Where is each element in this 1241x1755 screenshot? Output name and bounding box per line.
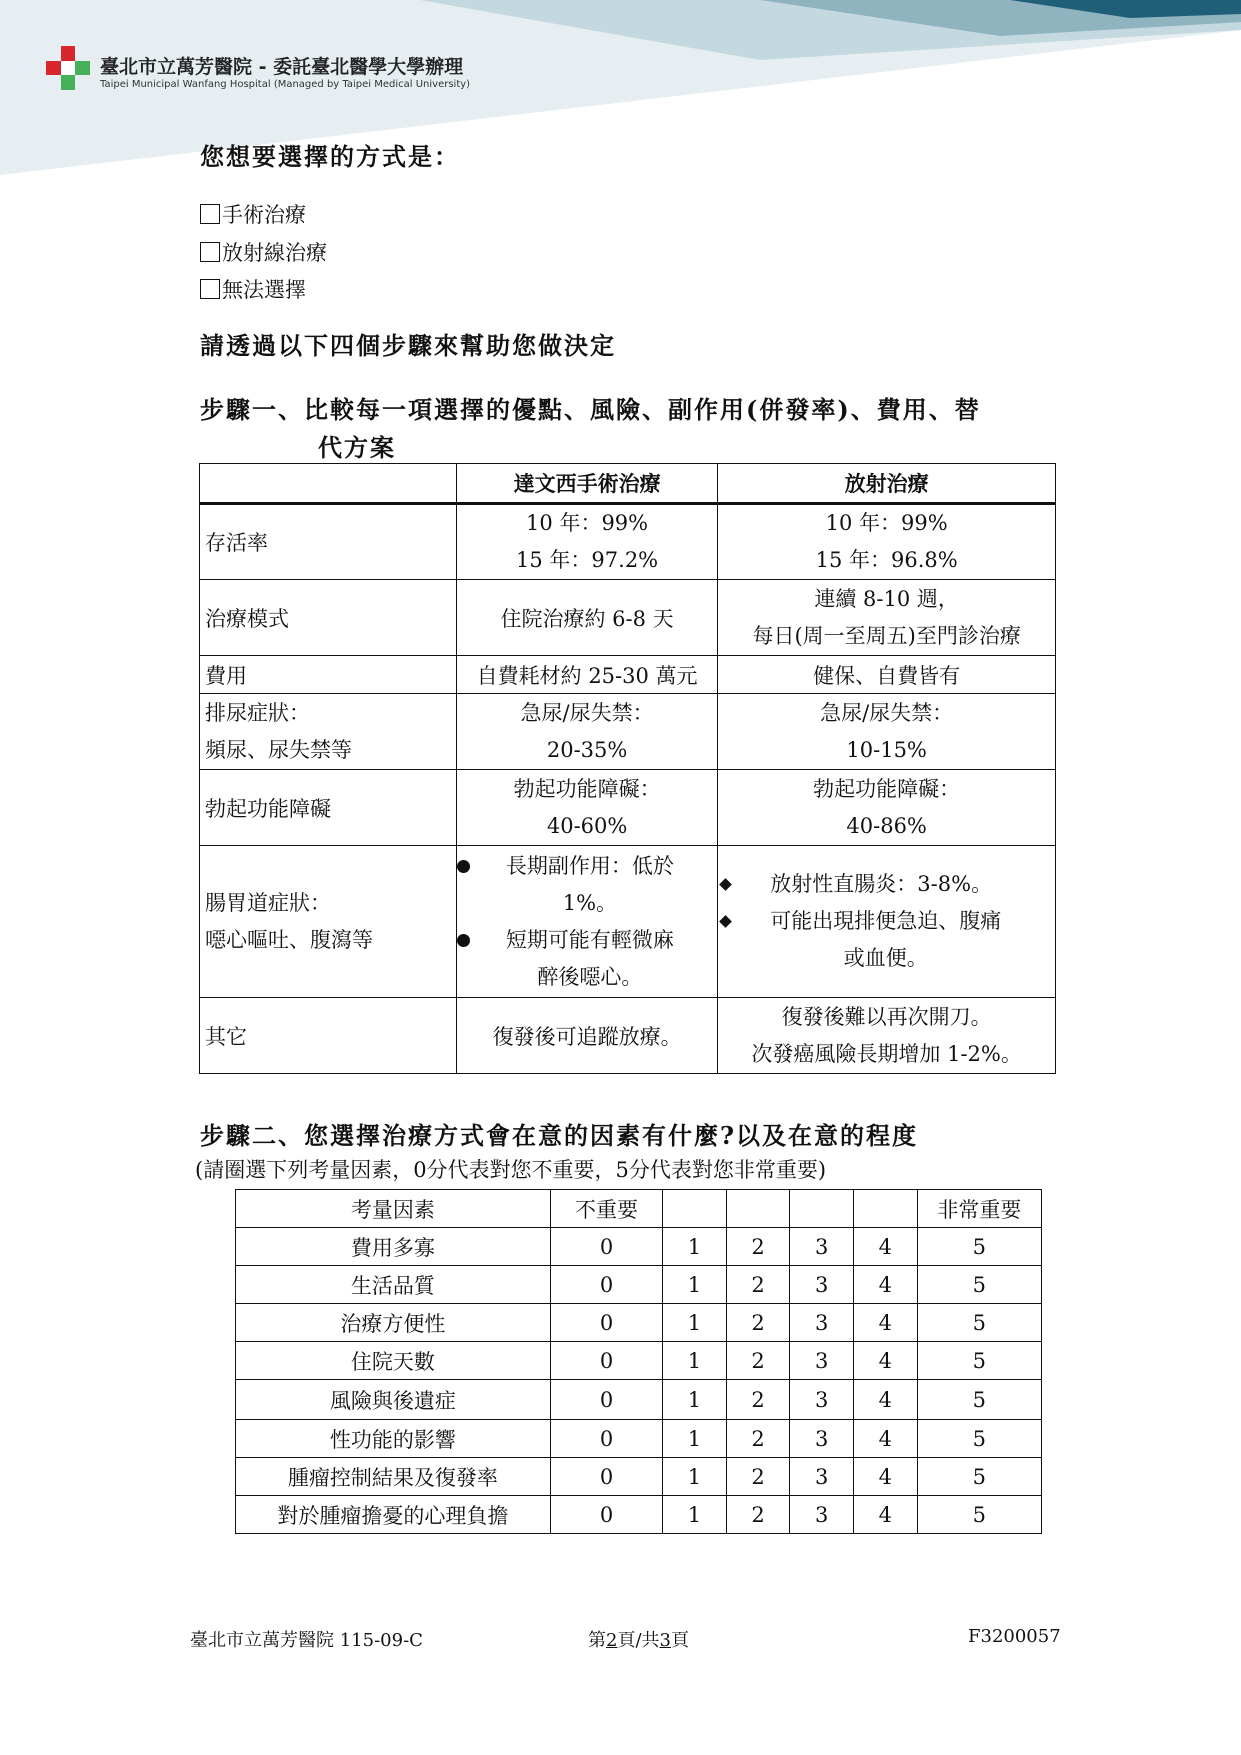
- score-option[interactable]: 0: [550, 1228, 662, 1266]
- score-option[interactable]: 4: [854, 1496, 918, 1534]
- checkbox[interactable]: [200, 204, 220, 224]
- table-cell: [456, 694, 717, 770]
- cell-line: 急尿/尿失禁：: [820, 700, 954, 725]
- option-undecided[interactable]: [200, 274, 306, 304]
- table-cell: [456, 504, 717, 580]
- table-row: [200, 694, 1056, 770]
- rating-table: [235, 1189, 1042, 1534]
- factor-label: 腫瘤控制結果及復發率: [236, 1458, 551, 1496]
- list-item-text: 醉後噁心。: [537, 964, 643, 989]
- checkbox[interactable]: [200, 279, 220, 299]
- score-option[interactable]: 1: [663, 1380, 727, 1420]
- table-row: [236, 1380, 1042, 1420]
- score-option[interactable]: 3: [790, 1266, 854, 1304]
- table-header-cell: [854, 1190, 918, 1228]
- score-option[interactable]: 2: [726, 1304, 790, 1342]
- table-cell: [718, 846, 1056, 998]
- cell-line: 排尿症狀：: [205, 700, 310, 725]
- table-cell: [718, 580, 1056, 656]
- score-option[interactable]: 4: [854, 1304, 918, 1342]
- score-option[interactable]: 5: [917, 1496, 1041, 1534]
- option-label: 手術治療: [222, 203, 306, 227]
- cell-line: 20-35%: [546, 737, 628, 762]
- cell-line: 10 年：99%: [825, 511, 948, 535]
- steps-heading: 請透過以下四個步驟來幫助您做決定: [200, 331, 616, 360]
- score-option[interactable]: 4: [854, 1228, 918, 1266]
- table-row: [236, 1458, 1042, 1496]
- cell-line: 10 年：99%: [526, 511, 649, 535]
- step2-instructions: (請圈選下列考量因素，0分代表對您不重要，5分代表對您非常重要): [195, 1158, 827, 1182]
- step1-heading: 步驟一、比較每一項選擇的優點、風險、副作用(併發率)、費用、替: [200, 395, 981, 424]
- score-option[interactable]: 0: [550, 1266, 662, 1304]
- score-option[interactable]: 1: [663, 1266, 727, 1304]
- row-label: 存活率: [200, 504, 457, 580]
- table-header-cell: 考量因素: [236, 1190, 551, 1228]
- factor-label: 對於腫瘤擔憂的心理負擔: [236, 1496, 551, 1534]
- factor-label: 生活品質: [236, 1266, 551, 1304]
- table-header-cell: 達文西手術治療: [456, 464, 717, 504]
- score-option[interactable]: 1: [663, 1496, 727, 1534]
- cell-line: 腸胃道症狀：: [205, 890, 331, 915]
- cell-line: 10-15%: [846, 737, 927, 762]
- score-option[interactable]: 5: [917, 1420, 1041, 1458]
- table-row: [200, 656, 1056, 694]
- score-option[interactable]: 2: [726, 1496, 790, 1534]
- factor-label: 風險與後遺症: [236, 1380, 551, 1420]
- factor-label: 治療方便性: [236, 1304, 551, 1342]
- list-item-text: 短期可能有輕微麻: [505, 927, 674, 952]
- checkbox[interactable]: [200, 242, 220, 262]
- footer-form-code: F3200057: [968, 1626, 1061, 1647]
- step1-heading-cont: 代方案: [318, 433, 396, 462]
- cell-line: 15 年：97.2%: [516, 548, 659, 572]
- option-surgery[interactable]: [200, 199, 306, 229]
- table-cell: 復發後可追蹤放療。: [456, 998, 717, 1074]
- bullet-icon: [457, 934, 470, 947]
- score-option[interactable]: 3: [790, 1342, 854, 1380]
- cell-line: 勃起功能障礙：: [813, 776, 961, 801]
- table-header-cell: [726, 1190, 790, 1228]
- score-option[interactable]: 3: [790, 1458, 854, 1496]
- row-label: 勃起功能障礙: [200, 770, 457, 846]
- list-item: [718, 903, 1055, 977]
- factor-label: 費用多寡: [236, 1228, 551, 1266]
- score-option[interactable]: 5: [917, 1458, 1041, 1496]
- step2-heading: 步驟二、您選擇治療方式會在意的因素有什麼?以及在意的程度: [200, 1121, 919, 1150]
- list-item: [718, 866, 1055, 903]
- table-header-cell: 放射治療: [718, 464, 1056, 504]
- score-option[interactable]: 1: [663, 1458, 727, 1496]
- score-option[interactable]: 0: [550, 1420, 662, 1458]
- cell-line: 頻尿、尿失禁等: [205, 737, 352, 762]
- table-cell: 自費耗材約 25-30 萬元: [456, 656, 717, 694]
- table-cell: [718, 770, 1056, 846]
- cell-line: 次發癌風險長期增加 1-2%。: [751, 1041, 1022, 1066]
- diamond-bullet-icon: [719, 915, 732, 928]
- score-option[interactable]: 3: [790, 1304, 854, 1342]
- cell-line: 噁心嘔吐、腹瀉等: [205, 927, 373, 952]
- cell-line: 40-60%: [546, 813, 628, 838]
- table-row: [200, 846, 1056, 998]
- score-option[interactable]: 0: [550, 1458, 662, 1496]
- table-row: [236, 1342, 1042, 1380]
- table-row: [200, 580, 1056, 656]
- cell-line: 急尿/尿失禁：: [520, 700, 654, 725]
- option-radiation[interactable]: [200, 237, 327, 267]
- list-item: [457, 848, 717, 922]
- org-name-zh: 臺北市立萬芳醫院 - 委託臺北醫學大學辦理: [100, 56, 464, 78]
- row-label: [200, 694, 457, 770]
- choice-heading: 您想要選擇的方式是：: [200, 142, 460, 171]
- option-label: 放射線治療: [222, 241, 327, 265]
- score-option[interactable]: 2: [726, 1266, 790, 1304]
- score-option[interactable]: 4: [854, 1458, 918, 1496]
- table-row: [236, 1420, 1042, 1458]
- table-header-cell: [200, 464, 457, 504]
- diamond-bullet-icon: [719, 878, 732, 891]
- row-label: 費用: [200, 656, 457, 694]
- score-option[interactable]: 1: [663, 1228, 727, 1266]
- table-header-cell: [790, 1190, 854, 1228]
- list-item-text: 或血便。: [843, 946, 928, 970]
- score-option[interactable]: 3: [790, 1496, 854, 1534]
- factor-label: 住院天數: [236, 1342, 551, 1380]
- score-option[interactable]: 2: [726, 1380, 790, 1420]
- score-option[interactable]: 2: [726, 1420, 790, 1458]
- table-header-cell: 非常重要: [917, 1190, 1041, 1228]
- hospital-logo: [44, 44, 92, 92]
- table-row: [200, 998, 1056, 1074]
- table-row: [200, 504, 1056, 580]
- score-option[interactable]: 3: [790, 1228, 854, 1266]
- score-option[interactable]: 5: [917, 1380, 1041, 1420]
- table-header-cell: 不重要: [550, 1190, 662, 1228]
- table-cell: [718, 998, 1056, 1074]
- score-option[interactable]: 1: [663, 1304, 727, 1342]
- row-label: [200, 846, 457, 998]
- table-row: [200, 770, 1056, 846]
- table-header-row: [200, 464, 1056, 504]
- table-row: [236, 1496, 1042, 1534]
- table-header-row: [236, 1190, 1042, 1228]
- score-option[interactable]: 3: [790, 1420, 854, 1458]
- option-label: 無法選擇: [222, 278, 306, 302]
- score-option[interactable]: 5: [917, 1342, 1041, 1380]
- score-option[interactable]: 2: [726, 1458, 790, 1496]
- list-item: [457, 922, 717, 996]
- table-row: [236, 1266, 1042, 1304]
- score-option[interactable]: 4: [854, 1342, 918, 1380]
- score-option[interactable]: 1: [663, 1342, 727, 1380]
- table-row: [236, 1304, 1042, 1342]
- score-option[interactable]: 4: [854, 1380, 918, 1420]
- score-option[interactable]: 5: [917, 1266, 1041, 1304]
- score-option[interactable]: 0: [550, 1496, 662, 1534]
- footer-doc-id: 臺北市立萬芳醫院 115-09-C: [190, 1630, 423, 1651]
- score-option[interactable]: 0: [550, 1342, 662, 1380]
- table-header-cell: [663, 1190, 727, 1228]
- list-item-text: 可能出現排便急迫、腹痛: [770, 909, 1002, 933]
- bullet-icon: [457, 860, 470, 873]
- score-option[interactable]: 3: [790, 1380, 854, 1420]
- score-option[interactable]: 5: [917, 1228, 1041, 1266]
- score-option[interactable]: 0: [550, 1380, 662, 1420]
- score-option[interactable]: 4: [854, 1266, 918, 1304]
- cell-line: 復發後難以再次開刀。: [781, 1004, 992, 1029]
- table-cell: [456, 846, 717, 998]
- cell-line: 40-86%: [846, 813, 927, 838]
- cell-line: 連續 8-10 週，: [814, 586, 959, 611]
- footer-page-number: 第2頁/共3頁: [588, 1630, 689, 1651]
- list-item-text: 長期副作用：低於: [505, 853, 674, 878]
- row-label: 其它: [200, 998, 457, 1074]
- row-label: 治療模式: [200, 580, 457, 656]
- score-option[interactable]: 5: [917, 1304, 1041, 1342]
- table-cell: [456, 770, 717, 846]
- cell-line: 勃起功能障礙：: [513, 776, 661, 801]
- table-cell: [718, 694, 1056, 770]
- list-item-text: 放射性直腸炎：3-8%。: [770, 872, 993, 896]
- table-row: [236, 1228, 1042, 1266]
- score-option[interactable]: 2: [726, 1342, 790, 1380]
- score-option[interactable]: 1: [663, 1420, 727, 1458]
- table-cell: 住院治療約 6-8 天: [456, 580, 717, 656]
- score-option[interactable]: 2: [726, 1228, 790, 1266]
- factor-label: 性功能的影響: [236, 1420, 551, 1458]
- org-name-en: Taipei Municipal Wanfang Hospital (Managed by Taipei Medical University): [100, 79, 471, 90]
- score-option[interactable]: 4: [854, 1420, 918, 1458]
- table-cell: [718, 504, 1056, 580]
- cell-line: 每日(周一至周五)至門診治療: [752, 623, 1021, 648]
- list-item-text: 1%。: [562, 890, 618, 915]
- cell-line: 15 年：96.8%: [815, 548, 958, 572]
- comparison-table: [199, 463, 1056, 1074]
- score-option[interactable]: 0: [550, 1304, 662, 1342]
- table-cell: 健保、自費皆有: [718, 656, 1056, 694]
